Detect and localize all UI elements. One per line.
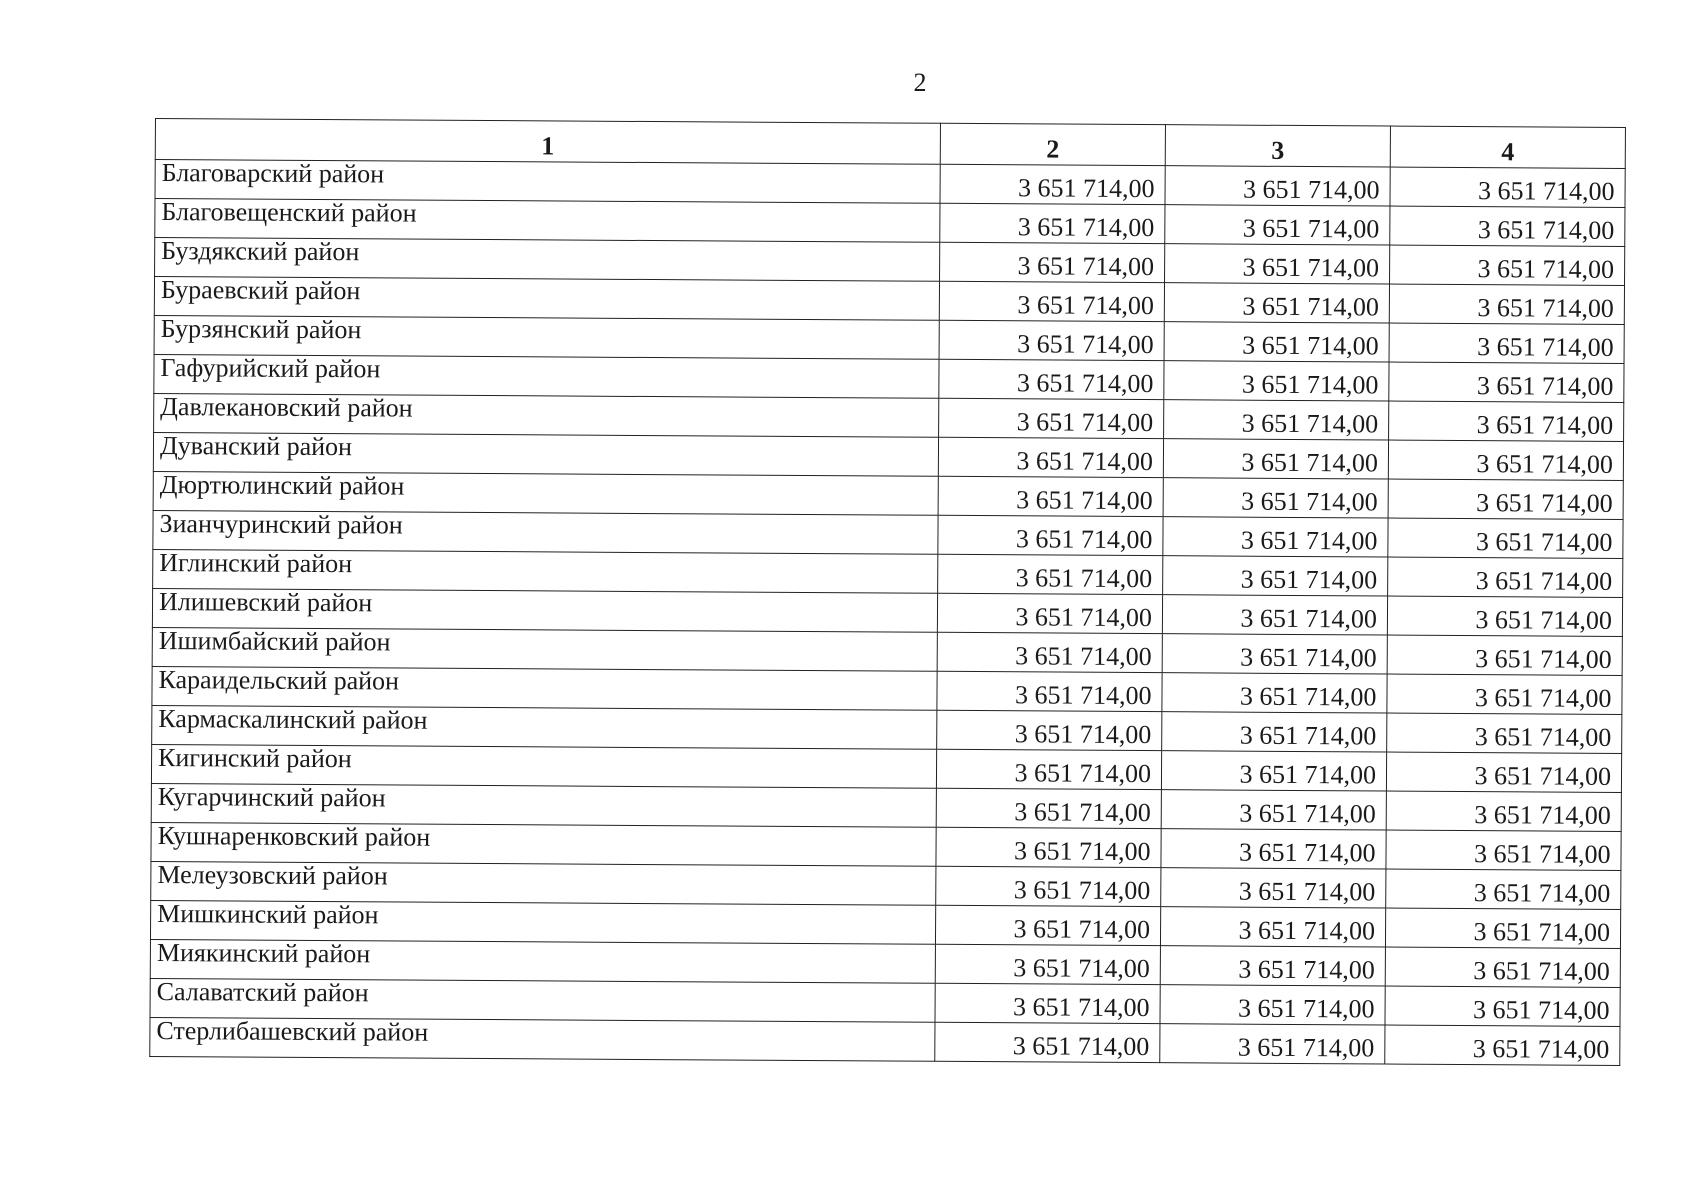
value-col-4-cell: 3 651 714,00 <box>1387 596 1622 636</box>
value-col-2-cell: 3 651 714,00 <box>935 944 1160 984</box>
value-col-2-cell: 3 651 714,00 <box>936 827 1161 867</box>
header-col-4: 4 <box>1390 126 1625 168</box>
value-col-3-cell: 3 651 714,00 <box>1162 712 1387 752</box>
value-col-3-cell: 3 651 714,00 <box>1161 751 1386 791</box>
value-col-2-cell: 3 651 714,00 <box>936 866 1161 906</box>
value-col-2-cell: 3 651 714,00 <box>939 398 1164 438</box>
value-col-2-cell: 3 651 714,00 <box>939 359 1164 399</box>
table-container <box>149 118 1625 1066</box>
value-col-2-cell: 3 651 714,00 <box>935 905 1160 945</box>
value-col-3-cell: 3 651 714,00 <box>1161 868 1386 908</box>
value-col-3-cell: 3 651 714,00 <box>1162 673 1387 713</box>
value-col-3-cell: 3 651 714,00 <box>1161 790 1386 830</box>
value-col-2-cell: 3 651 714,00 <box>937 671 1162 711</box>
value-col-3-cell: 3 651 714,00 <box>1163 478 1388 518</box>
district-name-cell: Илишевский район <box>152 588 937 632</box>
district-name-cell: Дуванский район <box>153 432 938 476</box>
value-col-3-cell: 3 651 714,00 <box>1163 517 1388 557</box>
header-col-3: 3 <box>1165 125 1390 167</box>
value-col-3-cell: 3 651 714,00 <box>1160 985 1385 1025</box>
value-col-2-cell: 3 651 714,00 <box>937 593 1162 633</box>
value-col-4-cell: 3 651 714,00 <box>1390 245 1625 285</box>
district-name-cell: Кугарчинский район <box>151 783 936 827</box>
value-col-4-cell: 3 651 714,00 <box>1386 869 1621 909</box>
value-col-4-cell: 3 651 714,00 <box>1390 206 1625 246</box>
value-col-3-cell: 3 651 714,00 <box>1162 634 1387 674</box>
value-col-2-cell: 3 651 714,00 <box>937 710 1162 750</box>
district-name-cell: Кармаскалинский район <box>152 705 937 749</box>
district-name-cell: Салаватский район <box>150 978 935 1022</box>
district-name-cell: Благоварский район <box>155 160 940 204</box>
table-body <box>150 160 1625 1066</box>
district-name-cell: Бурзянский район <box>154 315 939 359</box>
value-col-3-cell: 3 651 714,00 <box>1165 166 1390 206</box>
value-col-4-cell: 3 651 714,00 <box>1385 908 1620 948</box>
value-col-2-cell: 3 651 714,00 <box>939 320 1164 360</box>
value-col-3-cell: 3 651 714,00 <box>1165 205 1390 245</box>
header-col-1: 1 <box>155 119 940 165</box>
value-col-3-cell: 3 651 714,00 <box>1164 400 1389 440</box>
districts-table <box>149 118 1626 1066</box>
value-col-4-cell: 3 651 714,00 <box>1388 557 1623 597</box>
value-col-3-cell: 3 651 714,00 <box>1163 439 1388 479</box>
value-col-4-cell: 3 651 714,00 <box>1388 440 1623 480</box>
district-name-cell: Кигинский район <box>151 744 936 788</box>
value-col-3-cell: 3 651 714,00 <box>1164 361 1389 401</box>
value-col-2-cell: 3 651 714,00 <box>937 632 1162 672</box>
value-col-4-cell: 3 651 714,00 <box>1389 323 1624 363</box>
value-col-3-cell: 3 651 714,00 <box>1162 595 1387 635</box>
value-col-3-cell: 3 651 714,00 <box>1160 907 1385 947</box>
header-col-2: 2 <box>940 123 1165 165</box>
value-col-2-cell: 3 651 714,00 <box>935 1022 1160 1062</box>
value-col-2-cell: 3 651 714,00 <box>939 281 1164 321</box>
district-name-cell: Дюртюлинский район <box>153 471 938 515</box>
value-col-2-cell: 3 651 714,00 <box>936 749 1161 789</box>
value-col-3-cell: 3 651 714,00 <box>1165 244 1390 284</box>
district-name-cell: Буздякский район <box>155 238 940 282</box>
district-name-cell: Караидельский район <box>152 666 937 710</box>
value-col-4-cell: 3 651 714,00 <box>1387 635 1622 675</box>
value-col-4-cell: 3 651 714,00 <box>1390 167 1625 207</box>
value-col-4-cell: 3 651 714,00 <box>1389 401 1624 441</box>
district-name-cell: Бураевский район <box>154 277 939 321</box>
value-col-4-cell: 3 651 714,00 <box>1389 362 1624 402</box>
district-name-cell: Гафурийский район <box>154 354 939 398</box>
value-col-2-cell: 3 651 714,00 <box>938 554 1163 594</box>
page-number: 2 <box>913 68 927 97</box>
value-col-3-cell: 3 651 714,00 <box>1164 283 1389 323</box>
value-col-4-cell: 3 651 714,00 <box>1386 752 1621 792</box>
district-name-cell: Кушнаренковский район <box>151 822 936 866</box>
district-name-cell: Миякинский район <box>150 939 935 983</box>
value-col-4-cell: 3 651 714,00 <box>1388 479 1623 519</box>
value-col-2-cell: 3 651 714,00 <box>940 164 1165 204</box>
value-col-2-cell: 3 651 714,00 <box>938 515 1163 555</box>
value-col-4-cell: 3 651 714,00 <box>1387 674 1622 714</box>
value-col-4-cell: 3 651 714,00 <box>1386 791 1621 831</box>
value-col-2-cell: 3 651 714,00 <box>940 203 1165 243</box>
value-col-3-cell: 3 651 714,00 <box>1163 556 1388 596</box>
district-name-cell: Ишимбайский район <box>152 627 937 671</box>
value-col-2-cell: 3 651 714,00 <box>940 242 1165 282</box>
value-col-4-cell: 3 651 714,00 <box>1389 284 1624 324</box>
value-col-4-cell: 3 651 714,00 <box>1385 986 1620 1026</box>
district-name-cell: Давлекановский район <box>154 393 939 437</box>
district-name-cell: Стерлибашевский район <box>150 1017 935 1061</box>
table-row <box>150 1017 1620 1065</box>
value-col-3-cell: 3 651 714,00 <box>1161 829 1386 869</box>
value-col-4-cell: 3 651 714,00 <box>1388 518 1623 558</box>
value-col-2-cell: 3 651 714,00 <box>935 983 1160 1023</box>
value-col-2-cell: 3 651 714,00 <box>936 788 1161 828</box>
value-col-2-cell: 3 651 714,00 <box>938 437 1163 477</box>
district-name-cell: Благовещенский район <box>155 199 940 243</box>
value-col-4-cell: 3 651 714,00 <box>1386 830 1621 870</box>
value-col-3-cell: 3 651 714,00 <box>1160 1024 1385 1064</box>
value-col-3-cell: 3 651 714,00 <box>1160 946 1385 986</box>
district-name-cell: Иглинский район <box>153 549 938 593</box>
value-col-4-cell: 3 651 714,00 <box>1387 713 1622 753</box>
value-col-4-cell: 3 651 714,00 <box>1385 947 1620 987</box>
district-name-cell: Мишкинский район <box>150 900 935 944</box>
district-name-cell: Зианчуринский район <box>153 510 938 554</box>
value-col-3-cell: 3 651 714,00 <box>1164 322 1389 362</box>
value-col-4-cell: 3 651 714,00 <box>1385 1025 1620 1065</box>
value-col-2-cell: 3 651 714,00 <box>938 476 1163 516</box>
district-name-cell: Мелеузовский район <box>151 861 936 905</box>
